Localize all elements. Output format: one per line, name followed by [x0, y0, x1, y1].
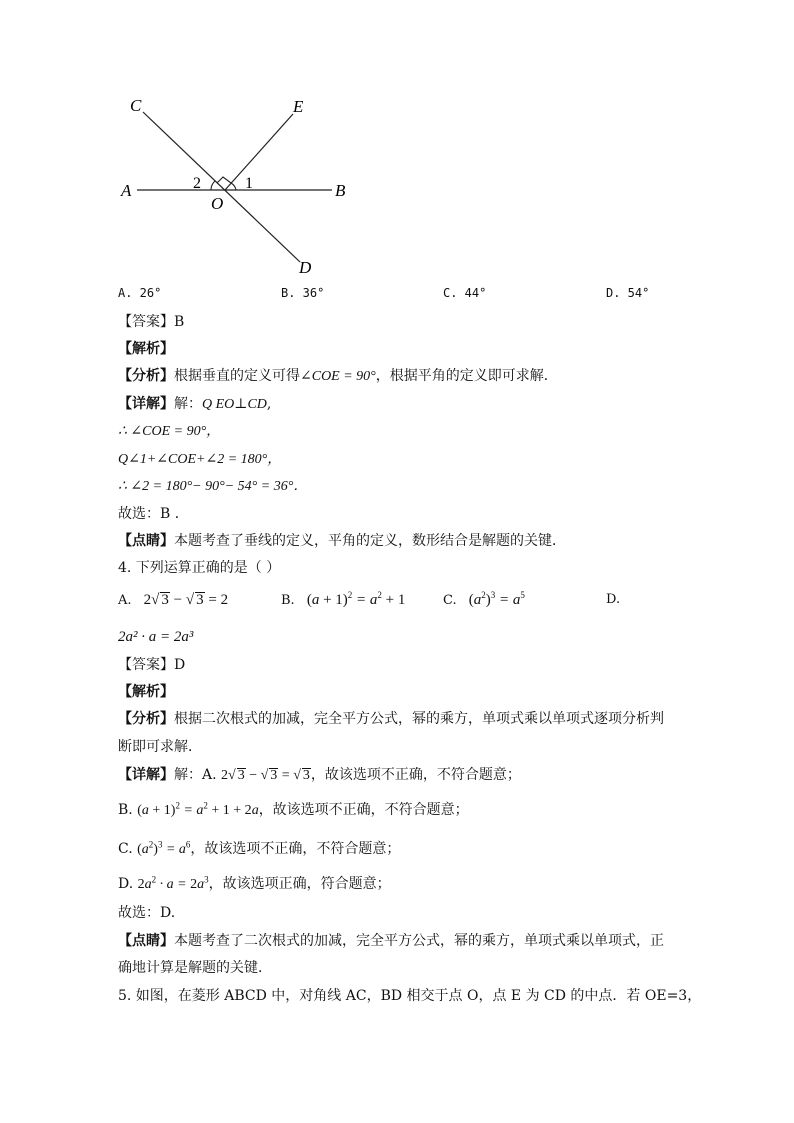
q4-detail-a-suffix: ，故该选项不正确，不符合题意；: [310, 767, 521, 783]
q4-comment-text-1: 本题考查了二次根式的加减，完全平方公式，幂的乘方，单项式乘以单项式，正: [174, 933, 664, 949]
fenxi-tag: 【分析】: [118, 368, 174, 384]
line-cd: [143, 112, 300, 262]
q4-detail-a: 【详解】解：A. 2√ 3 − √ 3 = √ 3，故该选项不正确，不符合题意；: [118, 767, 521, 783]
q3-answer: 【答案】B: [118, 314, 185, 330]
q4-comment-line-1: [118, 931, 664, 951]
q4-detail-a-prefix: 解：A.: [174, 767, 217, 783]
detail-text-a: 解：: [174, 396, 202, 412]
angle-2-arc: [211, 181, 215, 190]
q3-step-2: Q∠1+∠COE+∠2 = 180°，: [118, 452, 282, 467]
label-e: E: [293, 97, 304, 116]
q4-option-b-label: B.: [281, 593, 295, 608]
q4-option-d-expr: 2a² · a = 2a³: [118, 629, 194, 645]
detail-math: Q EO⊥CD: [202, 397, 267, 412]
q3-detail-line: [118, 394, 271, 415]
label-o: O: [211, 194, 224, 213]
fenxi-text-a: 根据垂直的定义可得: [174, 368, 300, 384]
q3-option-b: B. 36°: [281, 286, 325, 300]
q4-option-a-label: A.: [118, 593, 132, 608]
q4-detail-c-suffix: ，故该选项不正确，不符合题意；: [190, 841, 401, 857]
detail-tag: 【详解】: [118, 396, 174, 412]
q4-option-a: A. 2√ 3 − √ 3 = 2: [118, 592, 229, 608]
q4-option-d-label: D.: [606, 592, 621, 607]
q3-step-1: ∴ ∠COE = 90°，: [118, 424, 221, 439]
q3-option-a: A. 26°: [118, 286, 162, 300]
q4-detail-c-prefix: C.: [118, 841, 133, 857]
label-d: D: [299, 258, 312, 277]
fenxi-math: ∠COE = 90°: [300, 369, 376, 384]
angle-1-arc: [231, 183, 236, 190]
q4-stem: 4. 下列运算正确的是（ ）: [118, 560, 281, 576]
q4-detail-d: D. $2a^2 \cdot a = 2a^3$，故该选项正确，符合题意；: [118, 874, 391, 892]
q3-step-3: ∴ ∠2 = 180°− 90°− 54° = 36°．: [118, 479, 308, 494]
q4-detail-b-prefix: B.: [118, 802, 133, 818]
q4-option-c-label: C.: [443, 593, 457, 608]
q3-comment: [118, 531, 566, 551]
q4-fenxi-line-2: 断即可求解．: [118, 739, 202, 755]
q4-choose: 故选：D.: [118, 905, 176, 921]
comment-tag: 【点睛】: [118, 533, 174, 549]
geometry-figure: [0, 0, 794, 290]
detail-text-b: ,: [266, 396, 272, 412]
q5-stem: 5. 如图，在菱形 ABCD 中，对角线 AC，BD 相交于点 O，点 E 为 CD 的中点．若 OE=3，: [118, 988, 702, 1004]
q4-fenxi-tag: 【分析】: [118, 711, 174, 727]
q4-comment-tag: 【点睛】: [118, 933, 174, 949]
right-angle-mark: [217, 177, 231, 183]
q4-answer: 【答案】D: [118, 657, 186, 673]
q3-option-c: C. 44°: [443, 286, 487, 300]
q4-detail-d-prefix: D.: [118, 876, 134, 892]
q4-detail-d-suffix: ，故该选项正确，符合题意；: [208, 876, 391, 892]
q3-choose: 故选：B ．: [118, 506, 189, 522]
ray-oe: [225, 114, 293, 190]
label-a: A: [121, 181, 132, 200]
label-angle-2: 2: [193, 175, 201, 192]
label-b: B: [335, 181, 346, 200]
q3-option-d: D. 54°: [606, 286, 650, 300]
q4-detail-c: C. $(a^2)^3 = a^6$，故该选项不正确，不符合题意；: [118, 839, 401, 857]
q4-option-b: B. $(a + 1)^2 = a^2 + 1$: [281, 590, 406, 608]
q4-fenxi-text-1: 根据二次根式的加减，完全平方公式，幂的乘方，单项式乘以单项式逐项分析判: [174, 711, 664, 727]
q4-detail-b-suffix: ，故该选项不正确，不符合题意；: [258, 802, 469, 818]
q3-analysis-fenxi: [118, 366, 558, 387]
q4-detail-tag: 【详解】: [118, 767, 174, 783]
label-angle-1: 1: [245, 175, 253, 192]
q4-detail-b: B. $(a + 1)^2 = a^2 + 1 + 2a$，故该选项不正确，不符合题意；: [118, 800, 469, 818]
fenxi-text-b: ，根据平角的定义即可求解．: [375, 368, 558, 384]
q4-fenxi-line-1: [118, 709, 664, 729]
q4-option-c: C. $(a^2)^3 = a^5$: [443, 590, 525, 608]
label-c: C: [130, 96, 142, 115]
q4-comment-line-2: 确地计算是解题的关键．: [118, 960, 272, 976]
q4-analysis-heading: 【解析】: [118, 684, 174, 700]
q3-analysis-heading: 【解析】: [118, 341, 174, 357]
comment-text: 本题考查了垂线的定义，平角的定义，数形结合是解题的关键．: [174, 533, 566, 549]
